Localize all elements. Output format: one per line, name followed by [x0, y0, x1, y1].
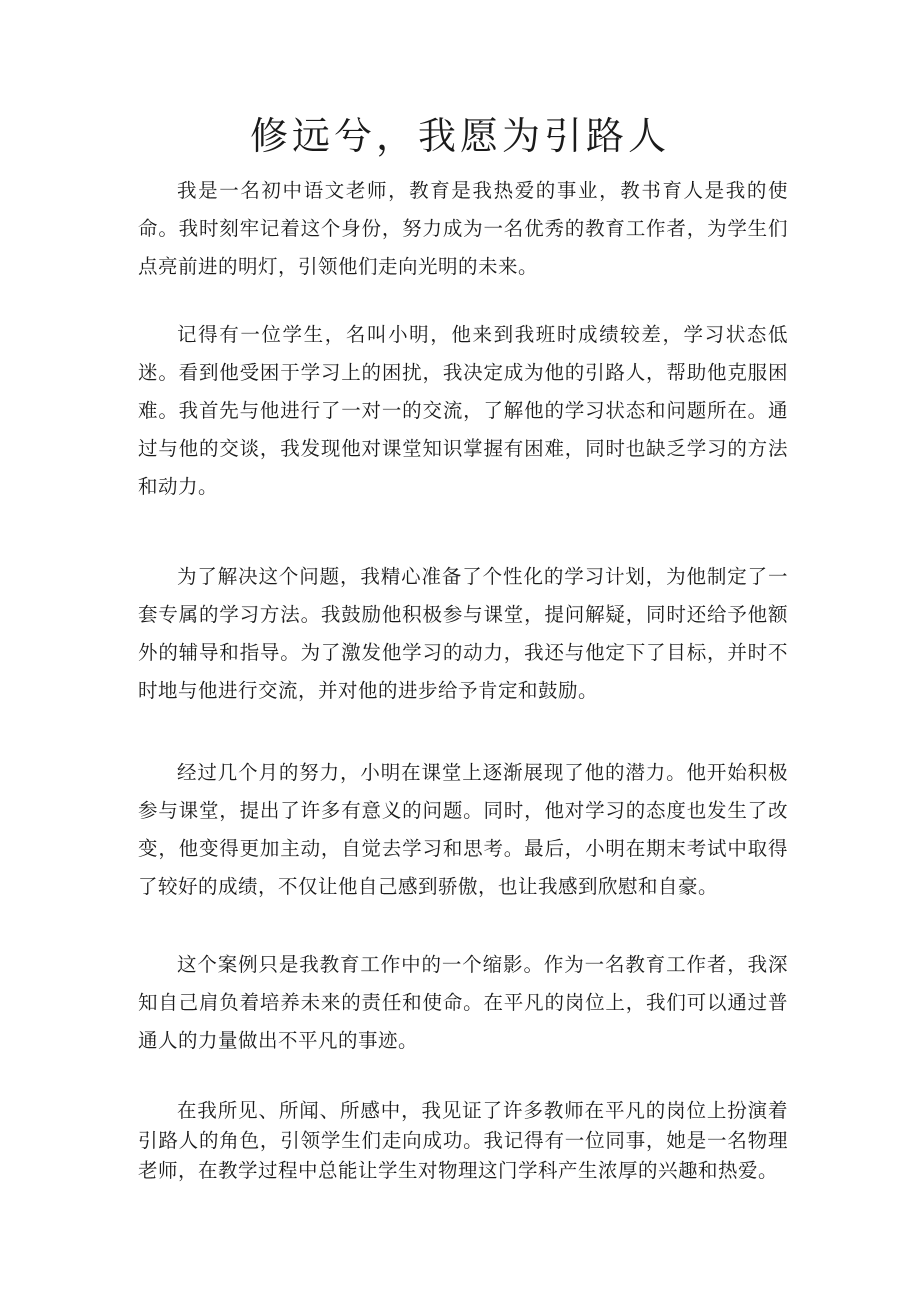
paragraph-3: 为了解决这个问题，我精心准备了个性化的学习计划，为他制定了一套专属的学习方法。我鼓励他积极参与课堂，提问解疑，同时还给予他额外的辅导和指导。为了激发他学习的动力，我还与他定下了目标，并时不时地与他进行交流，并对他的进步给予肯定和鼓励。 — [138, 565, 788, 702]
paragraph-6: 在我所见、所闻、所感中，我见证了许多教师在平凡的岗位上扮演着引路人的角色，引领学生们走向成功。我记得有一位同事，她是一名物理老师，在教学过程中总能让学生对物理这门学科产生浓厚的兴趣和热爱。 — [138, 1099, 788, 1182]
paragraph-5: 这个案例只是我教育工作中的一个缩影。作为一名教育工作者，我深知自己肩负着培养未来的责任和使命。在平凡的岗位上，我们可以通过普通人的力量做出不平凡的事迹。 — [138, 953, 788, 1052]
paragraph-4: 经过几个月的努力，小明在课堂上逐渐展现了他的潜力。他开始积极参与课堂，提出了许多有意义的问题。同时，他对学习的态度也发生了改变，他变得更加主动，自觉去学习和思考。最后，小明在期末考试中取得了较好的成绩，不仅让他自己感到骄傲，也让我感到欣慰和自豪。 — [138, 761, 788, 898]
paragraph-2: 记得有一位学生，名叫小明，他来到我班时成绩较差，学习状态低迷。看到他受困于学习上的困扰，我决定成为他的引路人，帮助他克服困难。我首先与他进行了一对一的交流，了解他的学习状态和问题所在。通过与他的交谈，我发现他对课堂知识掌握有困难，同时也缺乏学习的方法和动力。 — [138, 323, 788, 498]
document-title: 修远兮，我愿为引路人 — [249, 114, 670, 158]
paragraph-1: 我是一名初中语文老师，教育是我热爱的事业，教书育人是我的使命。我时刻牢记着这个身份，努力成为一名优秀的教育工作者，为学生们点亮前进的明灯，引领他们走向光明的未来。 — [138, 179, 788, 278]
